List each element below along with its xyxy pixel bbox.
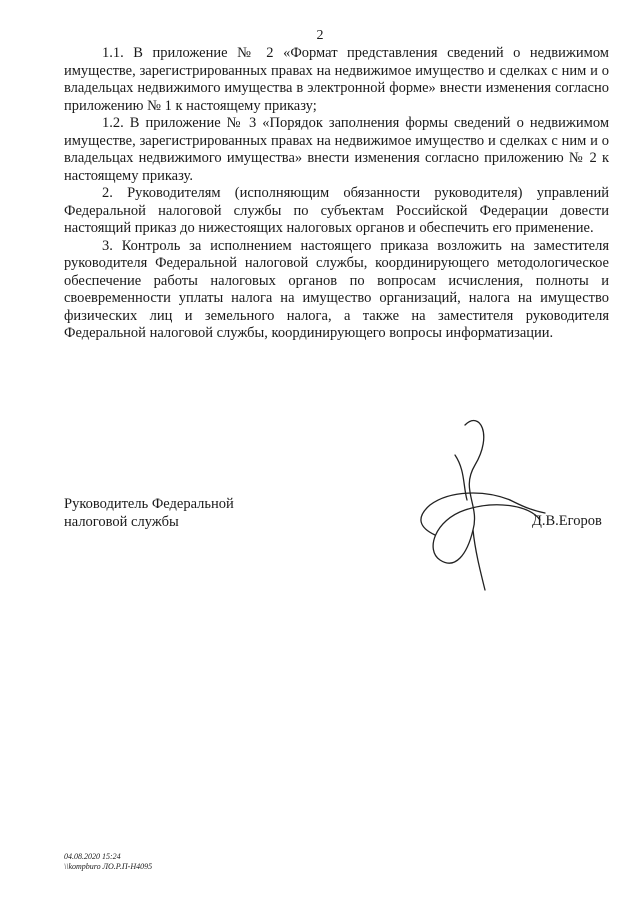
paragraph-2: 2. Руководителям (исполняющим обязанности руководителя) управлений Федеральной налоговой службы по субъектам Российской Федерации довести настоящий приказ до нижестоящих налоговых органов и обеспечить его применение. — [64, 185, 609, 236]
footer-date: 04.08.2020 15:24 — [64, 852, 121, 861]
paragraph-1-1: 1.1. В приложение № 2 «Формат представления сведений о недвижимом имуществе, зарегистрированных правах на недвижимое имущество и сделках с ним и о владельцах недвижимого имущества в электронной форме» внести изменения согласно приложению № 1 к настоящему приказу; — [64, 45, 609, 114]
paragraph-3: 3. Контроль за исполнением настоящего приказа возложить на заместителя руководителя Федеральной налоговой службы, координирующего методологическое обеспечение работы налоговых органов по вопросам исчисления, полноты и своевременности уплаты налога на имущество организаций, налога на имущество физических лиц и земельного налога, а также на заместителя руководителя Федеральной налоговой службы, координирующего вопросы информатизации. — [64, 237, 609, 341]
handwritten-signature — [395, 410, 555, 595]
signer-title — [64, 495, 234, 531]
signer-title-line-2: налоговой службы — [64, 514, 179, 530]
footer-stamp — [64, 852, 152, 872]
signer-name: Д.В.Егоров — [532, 513, 602, 529]
document-body — [64, 45, 609, 343]
paragraph-1-2: 1.2. В приложение № 3 «Порядок заполнения формы сведений о недвижимом имуществе, зарегистрированных правах на недвижимое имущество и сделках с ним и о владельцах недвижимого имущества» внести изменения согласно приложению № 2 к настоящему приказу. — [64, 115, 609, 184]
page-number: 2 — [316, 28, 324, 43]
footer-code: \\kompburo ЛО.Р.П-Н4095 — [64, 862, 153, 871]
signer-title-line-1: Руководитель Федеральной — [64, 496, 234, 512]
